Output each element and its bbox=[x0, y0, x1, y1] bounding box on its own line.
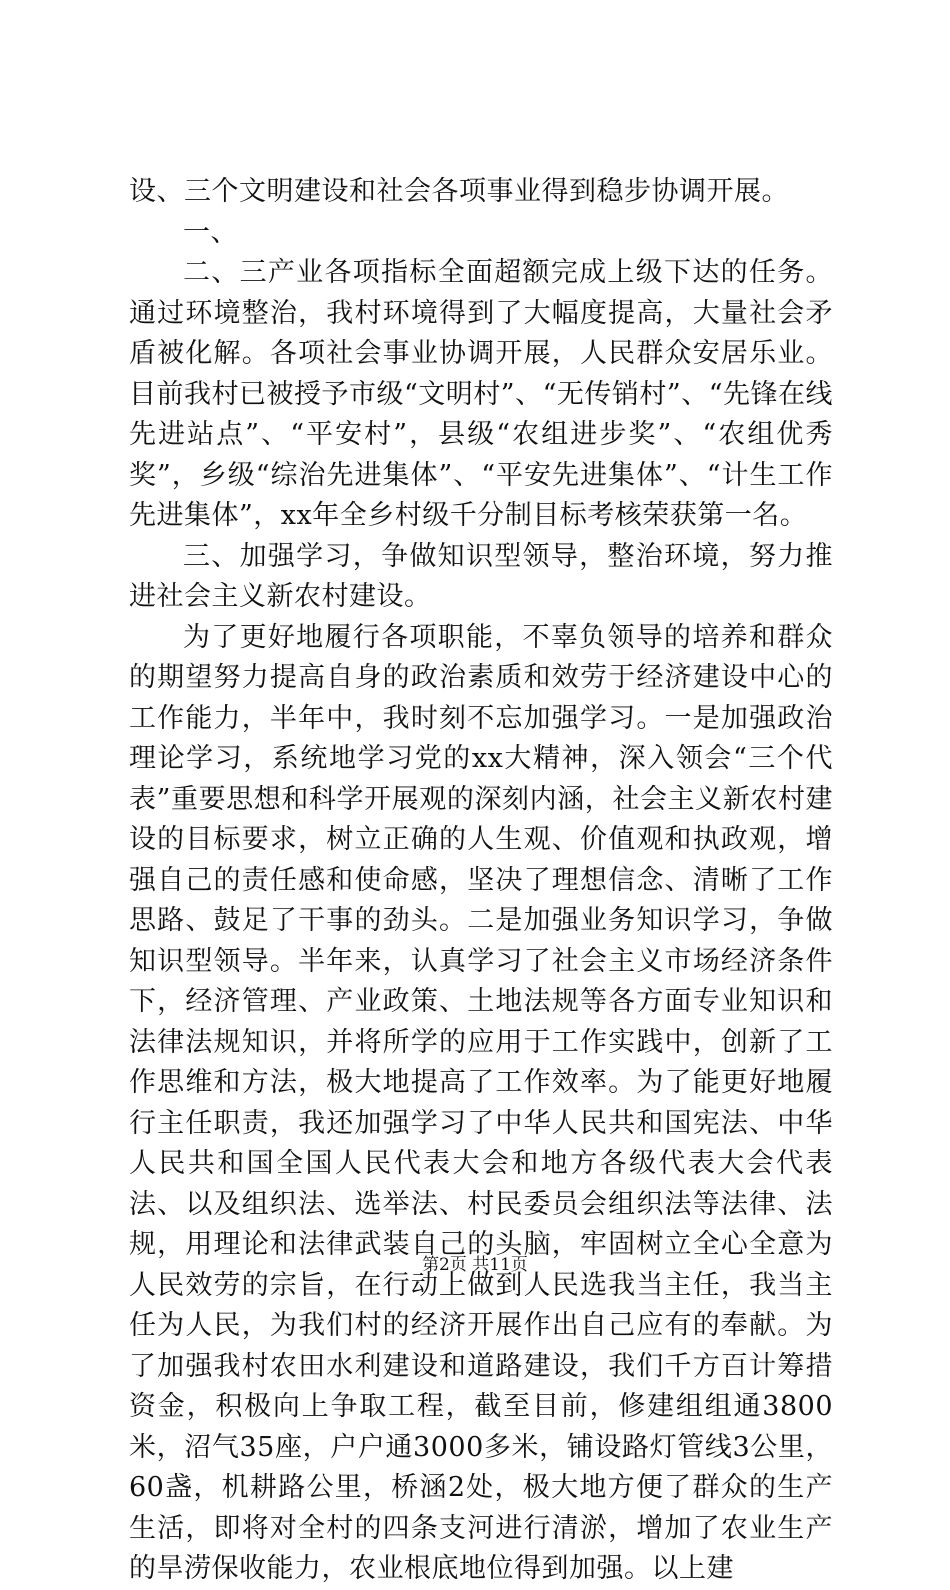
page-footer bbox=[0, 1253, 950, 1277]
paragraph-3: 二、三产业各项指标全面超额完成上级下达的任务。通过环境整治，我村环境得到了大幅度提高，大量社会矛盾被化解。各项社会事业协调开展，人民群众安居乐业。目前我村已被授予市级“文明村”、“无传销村”、“先锋在线先进站点”、“平安村”，县级“农组进步奖”、“农组优秀奖”，乡级“综治先进集体”、“平安先进集体”、“计生工作先进集体”，xx年全乡村级千分制目标考核荣获第一名。 bbox=[129, 257, 834, 531]
paragraph-4: 三、加强学习，争做知识型领导，整治环境，努力推进社会主义新农村建设。 bbox=[129, 540, 833, 612]
paragraph-5: 为了更好地履行各项职能，不辜负领导的培养和群众的期望努力提高自身的政治素质和效劳于经济建设中心的工作能力，半年中，我时刻不忘加强学习。一是加强政治理论学习，系统地学习党的xx大精神，深入领会“三个代表”重要思想和科学开展观的深刻内涵，社会主义新农村建设的目标要求，树立正确的人生观、价值观和执政观，增强自己的责任感和使命感，坚决了理想信念、清晰了工作思路、鼓足了干事的劲头。二是加强业务知识学习，争做知识型领导。半年来，认真学习了社会主义市场经济条件下，经济管理、产业政策、土地法规等各方面专业知识和法律法规知识，并将所学的应用于工作实践中，创新了工作思维和方法，极大地提高了工作效率。为了能更好地履行主任职责，我还加强学习了中华人民共和国宪法、中华人民共和国全国人民代表大会和地方各级代表大会代表法、以及组织法、选举法、村民委员会组织法等法律、法规，用理论和法律武装自己的头脑，牢固树立全心全意为人民效劳的宗旨，在行动上做到人民选我当主任，我当主任为人民，为我们村的经济开展作出自己应有的奉献。为了加强我村农田水利建设和道路建设，我们千方百计筹措资金，积极向上争取工程，截至目前，修建组组通3800米，沼气35座，户户通3000多米，铺设路灯管线3公里，60盏，机耕路公里，桥涵2处，极大地方便了群众的生产生活，即将对全村的四条支河进行清淤，增加了农业生产的旱涝保收能力，农业根底地位得到加强。以上建 bbox=[129, 621, 833, 1584]
page-number-label: 第2页 共11页 bbox=[422, 1255, 528, 1275]
document-body bbox=[129, 172, 833, 1590]
paragraph-2: 一、 bbox=[183, 216, 238, 248]
paragraph-1: 设、三个文明建设和社会各项事业得到稳步协调开展。 bbox=[129, 176, 789, 207]
